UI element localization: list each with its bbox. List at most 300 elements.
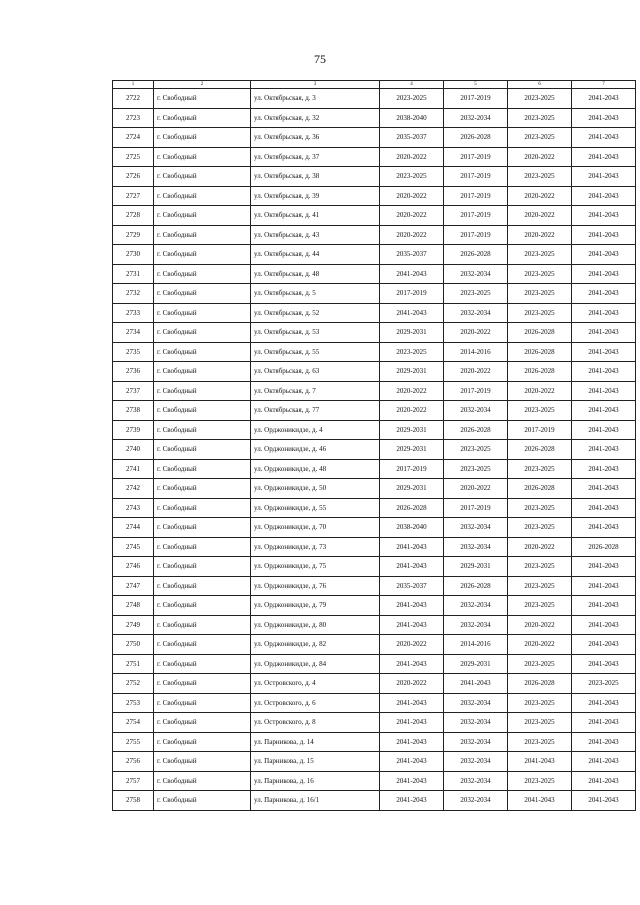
period-cell-4: 2020-2022 bbox=[380, 635, 444, 655]
city-cell: г. Свободный bbox=[154, 186, 251, 206]
address-cell: ул. Октябрьская, д. 43 bbox=[251, 225, 380, 245]
period-cell-7: 2041-2043 bbox=[572, 284, 636, 304]
city-cell: г. Свободный bbox=[154, 225, 251, 245]
period-cell-5: 2032-2034 bbox=[444, 303, 508, 323]
address-cell: ул. Орджоникидзе, д. 82 bbox=[251, 635, 380, 655]
period-cell-6: 2026-2028 bbox=[508, 440, 572, 460]
table-row bbox=[113, 732, 636, 752]
period-cell-4: 2038-2040 bbox=[380, 108, 444, 128]
row-number-cell: 2732 bbox=[113, 284, 154, 304]
city-cell: г. Свободный bbox=[154, 771, 251, 791]
address-cell: ул. Орджоникидзе, д. 50 bbox=[251, 479, 380, 499]
row-number-cell: 2734 bbox=[113, 323, 154, 343]
period-cell-6: 2020-2022 bbox=[508, 381, 572, 401]
address-cell: ул. Орджоникидзе, д. 84 bbox=[251, 654, 380, 674]
table-row bbox=[113, 791, 636, 811]
period-cell-6: 2041-2043 bbox=[508, 752, 572, 772]
period-cell-7: 2041-2043 bbox=[572, 771, 636, 791]
city-cell: г. Свободный bbox=[154, 654, 251, 674]
period-cell-4: 2041-2043 bbox=[380, 264, 444, 284]
period-cell-4: 2035-2037 bbox=[380, 576, 444, 596]
period-cell-6: 2023-2025 bbox=[508, 576, 572, 596]
period-cell-4: 2020-2022 bbox=[380, 381, 444, 401]
address-cell: ул. Октябрьская, д. 36 bbox=[251, 128, 380, 148]
period-cell-4: 2041-2043 bbox=[380, 537, 444, 557]
row-number-cell: 2730 bbox=[113, 245, 154, 265]
table-row bbox=[113, 576, 636, 596]
period-cell-5: 2023-2025 bbox=[444, 284, 508, 304]
period-cell-6: 2023-2025 bbox=[508, 459, 572, 479]
row-number-cell: 2728 bbox=[113, 206, 154, 226]
row-number-cell: 2733 bbox=[113, 303, 154, 323]
address-cell: ул. Орджоникидзе, д. 55 bbox=[251, 498, 380, 518]
period-cell-4: 2023-2025 bbox=[380, 89, 444, 109]
period-cell-7: 2041-2043 bbox=[572, 362, 636, 382]
period-cell-5: 2017-2019 bbox=[444, 206, 508, 226]
period-cell-5: 2014-2016 bbox=[444, 342, 508, 362]
period-cell-5: 2032-2034 bbox=[444, 401, 508, 421]
period-cell-6: 2023-2025 bbox=[508, 108, 572, 128]
city-cell: г. Свободный bbox=[154, 459, 251, 479]
period-cell-7: 2041-2043 bbox=[572, 420, 636, 440]
table-row bbox=[113, 108, 636, 128]
period-cell-4: 2029-2031 bbox=[380, 420, 444, 440]
period-cell-5: 2026-2028 bbox=[444, 576, 508, 596]
address-cell: ул. Октябрьская, д. 48 bbox=[251, 264, 380, 284]
table-row bbox=[113, 498, 636, 518]
period-cell-6: 2017-2019 bbox=[508, 420, 572, 440]
period-cell-5: 2017-2019 bbox=[444, 167, 508, 187]
city-cell: г. Свободный bbox=[154, 147, 251, 167]
city-cell: г. Свободный bbox=[154, 596, 251, 616]
period-cell-4: 2041-2043 bbox=[380, 615, 444, 635]
period-cell-5: 2032-2034 bbox=[444, 771, 508, 791]
period-cell-5: 2017-2019 bbox=[444, 89, 508, 109]
period-cell-7: 2041-2043 bbox=[572, 381, 636, 401]
period-cell-5: 2017-2019 bbox=[444, 186, 508, 206]
table-row bbox=[113, 635, 636, 655]
table-row bbox=[113, 459, 636, 479]
table-row bbox=[113, 323, 636, 343]
city-cell: г. Свободный bbox=[154, 245, 251, 265]
column-number-6: 6 bbox=[508, 81, 572, 89]
city-cell: г. Свободный bbox=[154, 440, 251, 460]
period-cell-6: 2023-2025 bbox=[508, 498, 572, 518]
table-row bbox=[113, 615, 636, 635]
city-cell: г. Свободный bbox=[154, 693, 251, 713]
period-cell-4: 2029-2031 bbox=[380, 440, 444, 460]
address-cell: ул. Орджоникидзе, д. 75 bbox=[251, 557, 380, 577]
address-cell: ул. Парникова, д. 14 bbox=[251, 732, 380, 752]
period-cell-4: 2020-2022 bbox=[380, 147, 444, 167]
table-row bbox=[113, 89, 636, 109]
city-cell: г. Свободный bbox=[154, 206, 251, 226]
period-cell-5: 2023-2025 bbox=[444, 440, 508, 460]
row-number-cell: 2735 bbox=[113, 342, 154, 362]
city-cell: г. Свободный bbox=[154, 557, 251, 577]
period-cell-7: 2041-2043 bbox=[572, 167, 636, 187]
period-cell-6: 2023-2025 bbox=[508, 771, 572, 791]
period-cell-4: 2017-2019 bbox=[380, 284, 444, 304]
period-cell-7: 2041-2043 bbox=[572, 752, 636, 772]
period-cell-6: 2023-2025 bbox=[508, 245, 572, 265]
period-cell-6: 2020-2022 bbox=[508, 635, 572, 655]
column-number-4: 4 bbox=[380, 81, 444, 89]
row-number-cell: 2726 bbox=[113, 167, 154, 187]
address-cell: ул. Орджоникидзе, д. 79 bbox=[251, 596, 380, 616]
period-cell-6: 2023-2025 bbox=[508, 128, 572, 148]
period-cell-7: 2041-2043 bbox=[572, 206, 636, 226]
address-cell: ул. Орджоникидзе, д. 46 bbox=[251, 440, 380, 460]
period-cell-6: 2020-2022 bbox=[508, 206, 572, 226]
city-cell: г. Свободный bbox=[154, 108, 251, 128]
period-cell-4: 2041-2043 bbox=[380, 771, 444, 791]
period-cell-5: 2017-2019 bbox=[444, 225, 508, 245]
city-cell: г. Свободный bbox=[154, 537, 251, 557]
city-cell: г. Свободный bbox=[154, 713, 251, 733]
period-cell-7: 2041-2043 bbox=[572, 303, 636, 323]
address-cell: ул. Орджоникидзе, д. 4 bbox=[251, 420, 380, 440]
period-cell-6: 2026-2028 bbox=[508, 323, 572, 343]
period-cell-7: 2041-2043 bbox=[572, 186, 636, 206]
address-cell: ул. Октябрьская, д. 38 bbox=[251, 167, 380, 187]
period-cell-6: 2023-2025 bbox=[508, 264, 572, 284]
period-cell-4: 2041-2043 bbox=[380, 752, 444, 772]
period-cell-5: 2017-2019 bbox=[444, 381, 508, 401]
period-cell-5: 2020-2022 bbox=[444, 362, 508, 382]
address-cell: ул. Октябрьская, д. 52 bbox=[251, 303, 380, 323]
period-cell-6: 2023-2025 bbox=[508, 303, 572, 323]
row-number-cell: 2753 bbox=[113, 693, 154, 713]
period-cell-6: 2026-2028 bbox=[508, 674, 572, 694]
address-cell: ул. Парникова, д. 15 bbox=[251, 752, 380, 772]
period-cell-5: 2026-2028 bbox=[444, 420, 508, 440]
row-number-cell: 2755 bbox=[113, 732, 154, 752]
city-cell: г. Свободный bbox=[154, 576, 251, 596]
period-cell-4: 2041-2043 bbox=[380, 654, 444, 674]
row-number-cell: 2723 bbox=[113, 108, 154, 128]
period-cell-4: 2041-2043 bbox=[380, 713, 444, 733]
period-cell-4: 2020-2022 bbox=[380, 206, 444, 226]
period-cell-5: 2014-2016 bbox=[444, 635, 508, 655]
table-row bbox=[113, 557, 636, 577]
city-cell: г. Свободный bbox=[154, 420, 251, 440]
table-row bbox=[113, 362, 636, 382]
period-cell-6: 2023-2025 bbox=[508, 89, 572, 109]
column-number-row bbox=[113, 81, 636, 89]
period-cell-5: 2026-2028 bbox=[444, 245, 508, 265]
table-row bbox=[113, 167, 636, 187]
address-cell: ул. Островского, д. 6 bbox=[251, 693, 380, 713]
table-row bbox=[113, 225, 636, 245]
address-cell: ул. Островского, д. 8 bbox=[251, 713, 380, 733]
period-cell-6: 2023-2025 bbox=[508, 401, 572, 421]
address-cell: ул. Октябрьская, д. 55 bbox=[251, 342, 380, 362]
city-cell: г. Свободный bbox=[154, 167, 251, 187]
table-row bbox=[113, 186, 636, 206]
address-cell: ул. Октябрьская, д. 77 bbox=[251, 401, 380, 421]
period-cell-6: 2026-2028 bbox=[508, 362, 572, 382]
row-number-cell: 2758 bbox=[113, 791, 154, 811]
city-cell: г. Свободный bbox=[154, 362, 251, 382]
row-number-cell: 2743 bbox=[113, 498, 154, 518]
city-cell: г. Свободный bbox=[154, 518, 251, 538]
row-number-cell: 2756 bbox=[113, 752, 154, 772]
period-cell-4: 2017-2019 bbox=[380, 459, 444, 479]
period-cell-6: 2023-2025 bbox=[508, 167, 572, 187]
row-number-cell: 2742 bbox=[113, 479, 154, 499]
row-number-cell: 2725 bbox=[113, 147, 154, 167]
period-cell-7: 2041-2043 bbox=[572, 635, 636, 655]
city-cell: г. Свободный bbox=[154, 479, 251, 499]
period-cell-6: 2023-2025 bbox=[508, 596, 572, 616]
period-cell-4: 2023-2025 bbox=[380, 342, 444, 362]
table-row bbox=[113, 147, 636, 167]
period-cell-7: 2041-2043 bbox=[572, 713, 636, 733]
city-cell: г. Свободный bbox=[154, 284, 251, 304]
period-cell-4: 2041-2043 bbox=[380, 596, 444, 616]
period-cell-5: 2032-2034 bbox=[444, 596, 508, 616]
register-table bbox=[112, 80, 636, 811]
period-cell-6: 2020-2022 bbox=[508, 225, 572, 245]
period-cell-7: 2023-2025 bbox=[572, 674, 636, 694]
period-cell-6: 2023-2025 bbox=[508, 713, 572, 733]
period-cell-7: 2041-2043 bbox=[572, 323, 636, 343]
period-cell-4: 2029-2031 bbox=[380, 479, 444, 499]
address-cell: ул. Орджоникидзе, д. 73 bbox=[251, 537, 380, 557]
column-number-2: 2 bbox=[154, 81, 251, 89]
city-cell: г. Свободный bbox=[154, 791, 251, 811]
period-cell-5: 2032-2034 bbox=[444, 752, 508, 772]
period-cell-6: 2023-2025 bbox=[508, 654, 572, 674]
period-cell-5: 2032-2034 bbox=[444, 615, 508, 635]
period-cell-4: 2035-2037 bbox=[380, 128, 444, 148]
address-cell: ул. Парникова, д. 16/1 bbox=[251, 791, 380, 811]
period-cell-7: 2041-2043 bbox=[572, 225, 636, 245]
period-cell-5: 2032-2034 bbox=[444, 108, 508, 128]
row-number-cell: 2740 bbox=[113, 440, 154, 460]
period-cell-4: 2041-2043 bbox=[380, 557, 444, 577]
period-cell-7: 2041-2043 bbox=[572, 518, 636, 538]
period-cell-6: 2023-2025 bbox=[508, 693, 572, 713]
city-cell: г. Свободный bbox=[154, 323, 251, 343]
column-number-1: 1 bbox=[113, 81, 154, 89]
period-cell-7: 2041-2043 bbox=[572, 479, 636, 499]
period-cell-7: 2041-2043 bbox=[572, 108, 636, 128]
row-number-cell: 2722 bbox=[113, 89, 154, 109]
row-number-cell: 2752 bbox=[113, 674, 154, 694]
period-cell-5: 2032-2034 bbox=[444, 693, 508, 713]
table-row bbox=[113, 479, 636, 499]
period-cell-4: 2041-2043 bbox=[380, 303, 444, 323]
period-cell-7: 2041-2043 bbox=[572, 245, 636, 265]
period-cell-6: 2041-2043 bbox=[508, 791, 572, 811]
address-cell: ул. Островского, д. 4 bbox=[251, 674, 380, 694]
table-row bbox=[113, 284, 636, 304]
row-number-cell: 2739 bbox=[113, 420, 154, 440]
table-row bbox=[113, 206, 636, 226]
period-cell-5: 2017-2019 bbox=[444, 498, 508, 518]
row-number-cell: 2737 bbox=[113, 381, 154, 401]
row-number-cell: 2731 bbox=[113, 264, 154, 284]
row-number-cell: 2749 bbox=[113, 615, 154, 635]
table-row bbox=[113, 245, 636, 265]
table-row bbox=[113, 381, 636, 401]
city-cell: г. Свободный bbox=[154, 635, 251, 655]
city-cell: г. Свободный bbox=[154, 732, 251, 752]
period-cell-5: 2032-2034 bbox=[444, 264, 508, 284]
period-cell-5: 2020-2022 bbox=[444, 323, 508, 343]
table-row bbox=[113, 674, 636, 694]
period-cell-5: 2023-2025 bbox=[444, 459, 508, 479]
period-cell-7: 2041-2043 bbox=[572, 596, 636, 616]
period-cell-5: 2032-2034 bbox=[444, 732, 508, 752]
row-number-cell: 2736 bbox=[113, 362, 154, 382]
period-cell-5: 2026-2028 bbox=[444, 128, 508, 148]
address-cell: ул. Орджоникидзе, д. 80 bbox=[251, 615, 380, 635]
row-number-cell: 2757 bbox=[113, 771, 154, 791]
address-cell: ул. Октябрьская, д. 37 bbox=[251, 147, 380, 167]
city-cell: г. Свободный bbox=[154, 381, 251, 401]
table-row bbox=[113, 518, 636, 538]
period-cell-5: 2029-2031 bbox=[444, 654, 508, 674]
period-cell-4: 2020-2022 bbox=[380, 674, 444, 694]
row-number-cell: 2741 bbox=[113, 459, 154, 479]
period-cell-4: 2020-2022 bbox=[380, 401, 444, 421]
period-cell-5: 2041-2043 bbox=[444, 674, 508, 694]
column-number-7: 7 bbox=[572, 81, 636, 89]
period-cell-5: 2020-2022 bbox=[444, 479, 508, 499]
period-cell-4: 2041-2043 bbox=[380, 693, 444, 713]
table-row bbox=[113, 342, 636, 362]
table-body bbox=[113, 89, 636, 811]
period-cell-7: 2041-2043 bbox=[572, 615, 636, 635]
address-cell: ул. Орджоникидзе, д. 48 bbox=[251, 459, 380, 479]
period-cell-7: 2041-2043 bbox=[572, 557, 636, 577]
period-cell-7: 2041-2043 bbox=[572, 401, 636, 421]
city-cell: г. Свободный bbox=[154, 342, 251, 362]
period-cell-6: 2023-2025 bbox=[508, 557, 572, 577]
table-row bbox=[113, 128, 636, 148]
period-cell-4: 2035-2037 bbox=[380, 245, 444, 265]
column-number-3: 3 bbox=[251, 81, 380, 89]
table-row bbox=[113, 771, 636, 791]
period-cell-4: 2026-2028 bbox=[380, 498, 444, 518]
row-number-cell: 2724 bbox=[113, 128, 154, 148]
city-cell: г. Свободный bbox=[154, 89, 251, 109]
address-cell: ул. Орджоникидзе, д. 76 bbox=[251, 576, 380, 596]
period-cell-7: 2041-2043 bbox=[572, 654, 636, 674]
period-cell-7: 2041-2043 bbox=[572, 498, 636, 518]
address-cell: ул. Октябрьская, д. 41 bbox=[251, 206, 380, 226]
period-cell-4: 2023-2025 bbox=[380, 167, 444, 187]
table-row bbox=[113, 596, 636, 616]
period-cell-6: 2020-2022 bbox=[508, 147, 572, 167]
page-number: 75 bbox=[314, 52, 326, 66]
period-cell-7: 2041-2043 bbox=[572, 791, 636, 811]
period-cell-4: 2041-2043 bbox=[380, 732, 444, 752]
address-cell: ул. Октябрьская, д. 32 bbox=[251, 108, 380, 128]
row-number-cell: 2729 bbox=[113, 225, 154, 245]
city-cell: г. Свободный bbox=[154, 498, 251, 518]
period-cell-4: 2029-2031 bbox=[380, 323, 444, 343]
period-cell-5: 2032-2034 bbox=[444, 713, 508, 733]
city-cell: г. Свободный bbox=[154, 264, 251, 284]
row-number-cell: 2751 bbox=[113, 654, 154, 674]
table-row bbox=[113, 440, 636, 460]
period-cell-5: 2032-2034 bbox=[444, 537, 508, 557]
address-cell: ул. Октябрьская, д. 44 bbox=[251, 245, 380, 265]
column-number-5: 5 bbox=[444, 81, 508, 89]
row-number-cell: 2754 bbox=[113, 713, 154, 733]
table-row bbox=[113, 713, 636, 733]
row-number-cell: 2747 bbox=[113, 576, 154, 596]
period-cell-6: 2020-2022 bbox=[508, 537, 572, 557]
period-cell-4: 2020-2022 bbox=[380, 186, 444, 206]
period-cell-6: 2026-2028 bbox=[508, 342, 572, 362]
period-cell-7: 2041-2043 bbox=[572, 576, 636, 596]
table-row bbox=[113, 752, 636, 772]
table-row bbox=[113, 420, 636, 440]
table-row bbox=[113, 537, 636, 557]
period-cell-6: 2023-2025 bbox=[508, 284, 572, 304]
table-row bbox=[113, 303, 636, 323]
period-cell-7: 2041-2043 bbox=[572, 693, 636, 713]
period-cell-6: 2023-2025 bbox=[508, 518, 572, 538]
period-cell-4: 2038-2040 bbox=[380, 518, 444, 538]
period-cell-6: 2026-2028 bbox=[508, 479, 572, 499]
row-number-cell: 2727 bbox=[113, 186, 154, 206]
table-row bbox=[113, 264, 636, 284]
table-row bbox=[113, 693, 636, 713]
row-number-cell: 2738 bbox=[113, 401, 154, 421]
address-cell: ул. Октябрьская, д. 5 bbox=[251, 284, 380, 304]
city-cell: г. Свободный bbox=[154, 303, 251, 323]
row-number-cell: 2750 bbox=[113, 635, 154, 655]
address-cell: ул. Орджоникидзе, д. 70 bbox=[251, 518, 380, 538]
row-number-cell: 2746 bbox=[113, 557, 154, 577]
address-cell: ул. Октябрьская, д. 53 bbox=[251, 323, 380, 343]
period-cell-7: 2041-2043 bbox=[572, 342, 636, 362]
period-cell-5: 2029-2031 bbox=[444, 557, 508, 577]
period-cell-6: 2023-2025 bbox=[508, 732, 572, 752]
period-cell-5: 2017-2019 bbox=[444, 147, 508, 167]
row-number-cell: 2748 bbox=[113, 596, 154, 616]
period-cell-7: 2041-2043 bbox=[572, 128, 636, 148]
period-cell-7: 2026-2028 bbox=[572, 537, 636, 557]
row-number-cell: 2744 bbox=[113, 518, 154, 538]
period-cell-4: 2041-2043 bbox=[380, 791, 444, 811]
address-cell: ул. Октябрьская, д. 39 bbox=[251, 186, 380, 206]
address-cell: ул. Парникова, д. 16 bbox=[251, 771, 380, 791]
period-cell-4: 2029-2031 bbox=[380, 362, 444, 382]
period-cell-4: 2020-2022 bbox=[380, 225, 444, 245]
period-cell-5: 2032-2034 bbox=[444, 791, 508, 811]
period-cell-7: 2041-2043 bbox=[572, 459, 636, 479]
city-cell: г. Свободный bbox=[154, 752, 251, 772]
period-cell-5: 2032-2034 bbox=[444, 518, 508, 538]
period-cell-6: 2020-2022 bbox=[508, 186, 572, 206]
city-cell: г. Свободный bbox=[154, 401, 251, 421]
table-row bbox=[113, 401, 636, 421]
city-cell: г. Свободный bbox=[154, 128, 251, 148]
period-cell-7: 2041-2043 bbox=[572, 264, 636, 284]
period-cell-7: 2041-2043 bbox=[572, 732, 636, 752]
city-cell: г. Свободный bbox=[154, 674, 251, 694]
city-cell: г. Свободный bbox=[154, 615, 251, 635]
row-number-cell: 2745 bbox=[113, 537, 154, 557]
period-cell-6: 2020-2022 bbox=[508, 615, 572, 635]
